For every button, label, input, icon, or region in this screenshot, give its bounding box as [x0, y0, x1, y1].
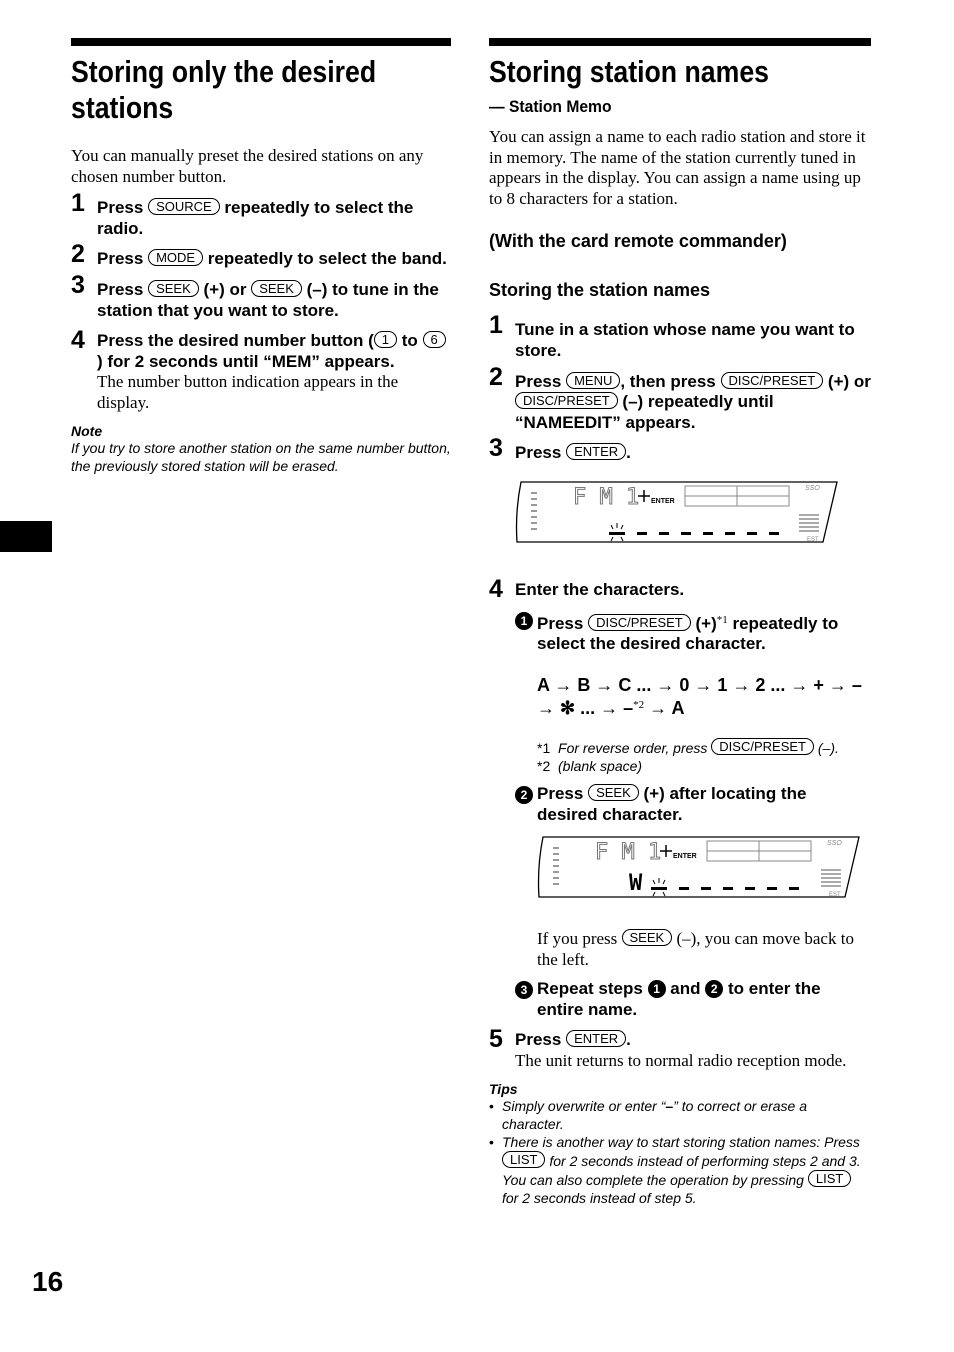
enter-key: ENTER — [566, 443, 626, 460]
title-rule — [71, 38, 451, 46]
number-1-key: 1 — [374, 331, 397, 348]
entered-character: W — [629, 871, 643, 897]
section-title: Storing station names — [489, 54, 769, 89]
substep-3: 3 Repeat steps 1 and 2 to enter the entire name. — [515, 979, 871, 1020]
move-back-note: If you press SEEK (–), you can move back to the left. — [537, 929, 854, 969]
disc-preset-key: DISC/PRESET — [515, 392, 618, 409]
sso-indicator: SSO — [827, 840, 842, 848]
cursor-cross-icon — [660, 845, 672, 857]
band-indicator: F M 1 — [573, 484, 640, 510]
left-column — [71, 38, 451, 475]
tip-1: • Simply overwrite or enter “–” to correct or erase a character. — [489, 1097, 808, 1132]
substep-1: 1 Press DISC/PRESET $(+)^{*1}$ repeatedly to select the desired character. A → B → C ... → 0 → 1 → 2 ... → + → – → ✻ ... → –$^{*2}$ → A *1 For reverse order, press DISC/PRESET (–). *2 (blank space) — [515, 610, 871, 775]
step-4: 4 Press the desired number button ( 1 to 6) for 2 seconds until “MEM” appears. The number button indication appears in the display. — [71, 331, 451, 413]
page-number: 16 — [32, 1266, 64, 1297]
step-3: 3 Press ENTER . — [489, 434, 631, 463]
seek-key: SEEK — [622, 929, 673, 946]
step-3: 3 Press SEEK (+) or SEEK (–) to tune in the station that you want to store. — [71, 270, 439, 320]
source-key: SOURCE — [148, 198, 220, 215]
mode-key: MODE — [148, 249, 203, 266]
step-5: 5 Press ENTER . The unit returns to normal radio reception mode. — [489, 1030, 871, 1071]
enter-indicator: ENTER — [673, 853, 697, 861]
step-4-description: The number button indication appears in the display. — [97, 372, 399, 412]
step-2: 2 Press MODE repeatedly to select the band. — [71, 240, 447, 269]
note: Note If you try to store another station on the same number button, the previously stored station will be erased. — [71, 422, 451, 474]
list-key: LIST — [808, 1170, 851, 1187]
list-key: LIST — [502, 1151, 545, 1168]
section-tab — [0, 521, 52, 552]
step-4: 4 Enter the characters. 1 Press DISC/PRESET $(+)^{*1}$ repeatedly to select the desired character. A → B → C ... → 0 → 1 → 2 ... → + → – → ✻ ... → –$^{*2}$ → A *1 For reverse order, press DISC/PRESET (–). *2 (blank space) 2 Press SEEK (+) after locating the desired character. F M 1 ENTER SSO EST W If you press SEEK (–), you can move back to the left. 3 Repeat steps 1 and 2 to enter the entire name. — [489, 580, 871, 1021]
step-1: 1 Tune in a station whose name you want to store. — [489, 311, 855, 360]
lcd-display-nameedit — [515, 480, 839, 546]
disc-preset-key: DISC/PRESET — [721, 372, 824, 389]
step-5-description: The unit returns to normal radio reception mode. — [515, 1051, 847, 1071]
sub-heading: Storing the station names — [489, 280, 711, 301]
title-rule — [489, 38, 871, 46]
footnote-1: *1 For reverse order, press DISC/PRESET (–). — [537, 738, 839, 756]
lcd-display-char-entry — [537, 835, 861, 901]
right-column — [489, 38, 871, 1207]
footnote-2: *2 (blank space) — [537, 757, 643, 774]
est-indicator: EST — [807, 536, 819, 543]
enter-indicator: ENTER — [651, 497, 675, 505]
substep-2: 2 Press SEEK (+) after locating the desired character. — [515, 784, 871, 825]
tip-2: • There is another way to start storing station names: Press LIST for 2 seconds instead of performing steps 2 and 3. You can also complete the operation by pressing LIST for 2 seconds instead of step 5. — [489, 1133, 861, 1206]
seek-key: SEEK — [251, 280, 302, 297]
intro-text: You can assign a name to each radio station and store it in memory. The name of the station currently tuned in appears in the display. You can assign a name using up to 8 characters for a station. — [489, 127, 866, 208]
cursor-cross-icon — [638, 490, 650, 502]
step-2: 2 Press MENU , then press DISC/PRESET (+) or DISC/PRESET (–) repeatedly until “NAMEEDIT” appears. — [489, 362, 871, 432]
section-subtitle: — Station Memo — [489, 97, 612, 116]
character-sequence: A → B → C ... → 0 → 1 → 2 ... → + → – → ✻ ... → –$^{*2}$ → A — [537, 674, 862, 719]
menu-key: MENU — [566, 372, 620, 389]
enter-key: ENTER — [566, 1030, 626, 1047]
number-6-key: 6 — [423, 331, 446, 348]
est-indicator: EST — [829, 892, 841, 899]
remote-heading: (With the card remote commander) — [489, 231, 787, 252]
disc-preset-key: DISC/PRESET — [588, 614, 691, 631]
intro-text: You can manually preset the desired stations on any chosen number button. — [71, 146, 424, 186]
tips: Tips • Simply overwrite or enter “–” to correct or erase a character. • There is another way to start storing station names: Press LIST for 2 seconds instead of performing steps 2 and 3. You can also complete the operation by pressing LIST for 2 seconds instead of step 5. — [489, 1081, 871, 1207]
band-indicator: F M 1 — [595, 840, 662, 866]
step-1: 1 Press SOURCE repeatedly to select the radio. — [71, 189, 414, 238]
seek-key: SEEK — [148, 280, 199, 297]
disc-preset-key: DISC/PRESET — [711, 738, 814, 755]
sso-indicator: SSO — [805, 484, 820, 492]
seek-key: SEEK — [588, 784, 639, 801]
section-title: Storing only the desired stations — [71, 54, 377, 125]
